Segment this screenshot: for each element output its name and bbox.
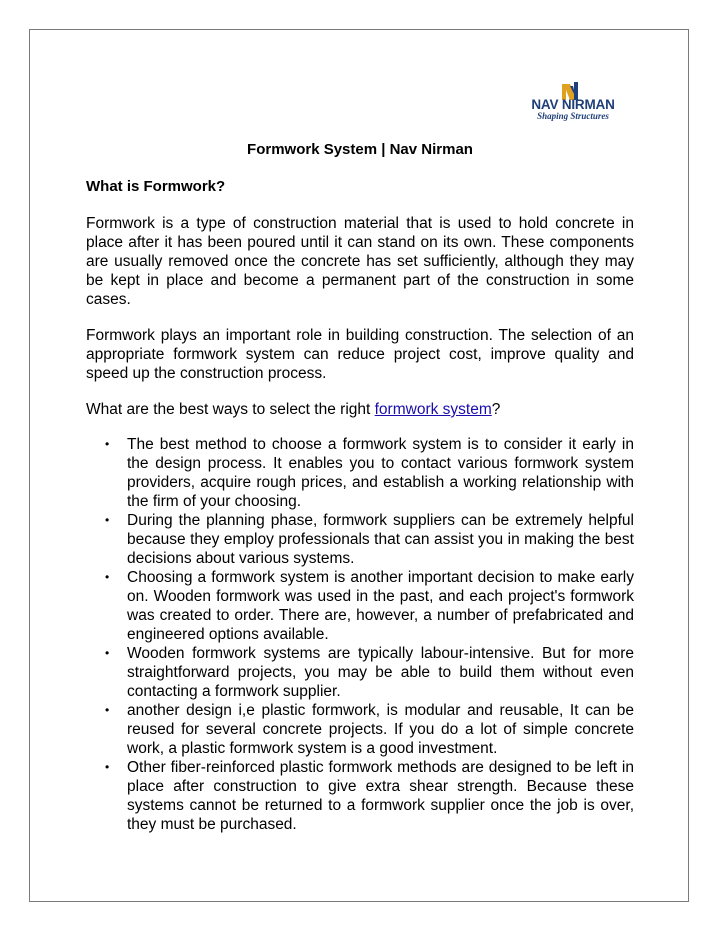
document-body bbox=[86, 140, 634, 834]
list-item-text: Wooden formwork systems are typically labour-intensive. But for more straightforward projects, you may be able to build them without even contacting a formwork supplier. bbox=[127, 645, 634, 700]
bullet-icon: • bbox=[105, 437, 110, 451]
list-item bbox=[105, 511, 634, 568]
section-heading: What is Formwork? bbox=[86, 178, 226, 195]
question-prefix: What are the best ways to select the right bbox=[86, 401, 375, 418]
document-title: Formwork System | Nav Nirman bbox=[247, 141, 473, 158]
list-item bbox=[105, 758, 634, 834]
bullet-icon: • bbox=[105, 703, 110, 717]
paragraph-definition: Formwork is a type of construction material that is used to hold concrete in place after it has been poured until it can stand on its own. These components are usually removed once the concrete has set sufficiently, although they may be kept in place and become a permanent part of the construction in some cases. bbox=[86, 215, 634, 308]
bullet-icon: • bbox=[105, 513, 110, 527]
list-item-text: During the planning phase, formwork suppliers can be extremely helpful because they employ professionals that can assist you in making the best decisions about various systems. bbox=[127, 512, 634, 567]
logo bbox=[527, 82, 619, 122]
list-item-text: The best method to choose a formwork system is to consider it early in the design process. It enables you to contact various formwork system providers, acquire rough prices, and establish a working relationship with the firm of your choosing. bbox=[127, 436, 634, 510]
list-item bbox=[105, 435, 634, 511]
list-item bbox=[105, 568, 634, 644]
bullet-list bbox=[86, 435, 634, 834]
formwork-system-link[interactable]: formwork system bbox=[374, 401, 492, 418]
list-item bbox=[105, 644, 634, 701]
question-line bbox=[86, 400, 634, 419]
bullet-icon: • bbox=[105, 570, 110, 584]
list-item-text: another design i,e plastic formwork, is modular and reusable, It can be reused for several concrete projects. If you do a lot of simple concrete work, a plastic formwork system is a good investment. bbox=[127, 702, 634, 757]
logo-name: NAV NIRMAN bbox=[531, 97, 615, 112]
list-item-text: Choosing a formwork system is another important decision to make early on. Wooden formwork was used in the past, and each project's formwork was created to order. There are, however, a number of prefabricated and engineered options available. bbox=[127, 569, 634, 643]
paragraph-importance: Formwork plays an important role in building construction. The selection of an appropriate formwork system can reduce project cost, improve quality and speed up the construction process. bbox=[86, 327, 634, 382]
bullet-icon: • bbox=[105, 760, 110, 774]
list-item-text: Other fiber-reinforced plastic formwork methods are designed to be left in place after construction to give extra shear strength. Because these systems cannot be returned to a formwork supplier once the job is over, they must be purchased. bbox=[127, 759, 634, 833]
list-item bbox=[105, 701, 634, 758]
bullet-icon: • bbox=[105, 646, 110, 660]
question-suffix: ? bbox=[491, 401, 501, 418]
logo-tagline: Shaping Structures bbox=[537, 111, 609, 121]
